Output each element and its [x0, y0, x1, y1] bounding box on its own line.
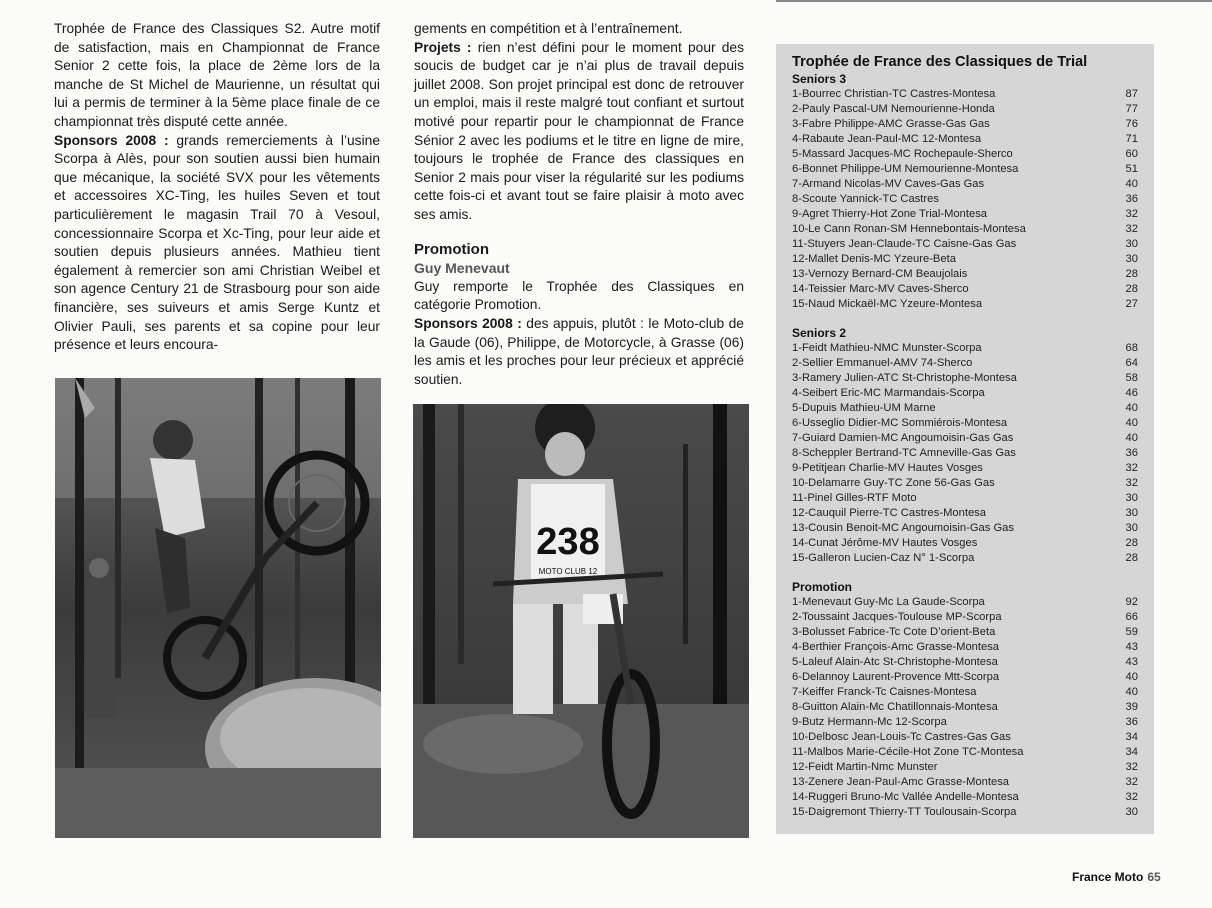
result-row	[792, 655, 1138, 670]
paragraph-promotion: Guy remporte le Trophée des Classiques en catégorie Promotion.	[414, 278, 744, 313]
result-row	[792, 207, 1138, 222]
projets-text: rien n’est défini pour le moment pour des soucis de budget car je n’ai plus de travail depuis juillet 2008. Son projet principal est donc de retrouver un emploi, mais il reste malgré tout confiant et surtout motivé pour repartir pour le championnat de France Sénior 2 avec les podiums et le titre en ligne de mire, toujours le trophée de France des classiques en Senior 2 mais pour viser la régularité sur les podiums cette fois-ci et avant tout se faire plaisir à moto avec ses amis.	[414, 39, 744, 222]
rider-name: 11-Pinel Gilles-RTF Moto	[792, 492, 917, 504]
rider-name: 2-Pauly Pascal-UM Nemourienne-Honda	[792, 103, 995, 115]
paragraph-projets	[414, 39, 744, 225]
result-row	[792, 416, 1138, 431]
result-row	[792, 386, 1138, 401]
results-groups	[792, 71, 1138, 820]
paragraph-sponsors	[54, 132, 380, 355]
rider-points: 36	[1125, 193, 1138, 205]
result-row	[792, 790, 1138, 805]
result-row	[792, 685, 1138, 700]
bib-number: 238	[536, 521, 600, 563]
result-row	[792, 431, 1138, 446]
photo-trial-rider-rock	[55, 378, 381, 838]
rider-name: 5-Massard Jacques-MC Rochepaule-Sherco	[792, 148, 1013, 160]
result-row	[792, 715, 1138, 730]
magazine-brand: France Moto	[1072, 870, 1144, 884]
rider-points: 32	[1125, 477, 1138, 489]
result-row	[792, 192, 1138, 207]
rider-points: 32	[1125, 223, 1138, 235]
rider-name: 7-Keiffer Franck-Tc Caisnes-Montesa	[792, 686, 977, 698]
rider-points: 30	[1125, 806, 1138, 818]
rider-points: 51	[1125, 163, 1138, 175]
photo-illustration-1	[55, 378, 381, 838]
rider-points: 40	[1125, 178, 1138, 190]
rider-points: 40	[1125, 671, 1138, 683]
result-row	[792, 102, 1138, 117]
rider-name: 7-Armand Nicolas-MV Caves-Gas Gas	[792, 178, 985, 190]
rider-name: 9-Petitjean Charlie-MV Hautes Vosges	[792, 462, 983, 474]
result-row	[792, 506, 1138, 521]
article-column-1	[54, 20, 380, 355]
result-row	[792, 87, 1138, 102]
paragraph-intro: Trophée de France des Classiques S2. Autre motif de satisfaction, mais en Championnat de France Senior 2 cette fois, la place de 2ème lors de la manche de St Michel de Maurienne, un résultat qui lui a permis de terminer à la 5ème place finale de ce championnat très disputé cette année.	[54, 21, 380, 129]
rider-points: 66	[1125, 611, 1138, 623]
rider-name: 11-Stuyers Jean-Claude-TC Caisne-Gas Gas	[792, 238, 1017, 250]
result-row	[792, 640, 1138, 655]
rider-points: 40	[1125, 686, 1138, 698]
rider-name: 1-Feidt Mathieu-NMC Munster-Scorpa	[792, 342, 982, 354]
result-row	[792, 267, 1138, 282]
results-group	[792, 325, 1138, 566]
result-row	[792, 536, 1138, 551]
rider-points: 28	[1125, 537, 1138, 549]
result-row	[792, 356, 1138, 371]
rider-name: 5-Laleuf Alain-Atc St-Christophe-Montesa	[792, 656, 998, 668]
article-column-2	[414, 20, 744, 389]
rider-points: 34	[1125, 746, 1138, 758]
rider-points: 30	[1125, 492, 1138, 504]
result-row	[792, 805, 1138, 820]
result-row	[792, 117, 1138, 132]
result-row	[792, 461, 1138, 476]
result-row	[792, 297, 1138, 312]
results-list	[792, 87, 1138, 312]
result-row	[792, 147, 1138, 162]
result-row	[792, 162, 1138, 177]
result-row	[792, 595, 1138, 610]
rider-points: 27	[1125, 298, 1138, 310]
rider-points: 43	[1125, 656, 1138, 668]
rider-points: 34	[1125, 731, 1138, 743]
rider-points: 28	[1125, 268, 1138, 280]
rider-name: 15-Galleron Lucien-Caz N° 1-Scorpa	[792, 552, 975, 564]
rider-name: 6-Bonnet Philippe-UM Nemourienne-Montesa	[792, 163, 1019, 175]
result-row	[792, 745, 1138, 760]
rider-points: 87	[1125, 88, 1138, 100]
rider-name: 12-Feidt Martin-Nmc Munster	[792, 761, 938, 773]
rider-name: 12-Cauquil Pierre-TC Castres-Montesa	[792, 507, 986, 519]
rider-name: 13-Zenere Jean-Paul-Amc Grasse-Montesa	[792, 776, 1010, 788]
rider-name: 3-Bolusset Fabrice-Tc Cote D’orient-Beta	[792, 626, 996, 638]
rider-points: 36	[1125, 447, 1138, 459]
result-row	[792, 282, 1138, 297]
group-heading: Seniors 2	[792, 326, 847, 340]
result-row	[792, 760, 1138, 775]
rider-name: 13-Cousin Benoit-MC Angoumoisin-Gas Gas	[792, 522, 1014, 534]
rider-points: 46	[1125, 387, 1138, 399]
rider-name: 8-Scheppler Bertrand-TC Amneville-Gas Gas	[792, 447, 1016, 459]
sponsors-label-2: Sponsors 2008 :	[414, 315, 522, 331]
rider-points: 92	[1125, 596, 1138, 608]
rider-name: 10-Le Cann Ronan-SM Hennebontais-Montesa	[792, 223, 1026, 235]
result-row	[792, 252, 1138, 267]
result-row	[792, 222, 1138, 237]
projets-label: Projets :	[414, 39, 472, 55]
rider-name: 1-Bourrec Christian-TC Castres-Montesa	[792, 88, 996, 100]
rider-points: 36	[1125, 716, 1138, 728]
rider-name: 3-Ramery Julien-ATC St-Christophe-Montesa	[792, 372, 1017, 384]
rider-points: 32	[1125, 761, 1138, 773]
result-row	[792, 237, 1138, 252]
rider-name: 2-Sellier Emmanuel-AMV 74-Sherco	[792, 357, 973, 369]
rider-points: 32	[1125, 776, 1138, 788]
rider-name: 13-Vernozy Bernard-CM Beaujolais	[792, 268, 968, 280]
rider-points: 32	[1125, 791, 1138, 803]
rider-name: 6-Usseglio Didier-MC Sommiérois-Montesa	[792, 417, 1008, 429]
result-row	[792, 610, 1138, 625]
top-rule	[776, 0, 1212, 2]
rider-name: 5-Dupuis Mathieu-UM Marne	[792, 402, 936, 414]
rider-points: 40	[1125, 402, 1138, 414]
rider-name: 9-Agret Thierry-Hot Zone Trial-Montesa	[792, 208, 988, 220]
rider-name: 7-Guiard Damien-MC Angoumoisin-Gas Gas	[792, 432, 1014, 444]
result-row	[792, 551, 1138, 566]
result-row	[792, 775, 1138, 790]
rider-name: 4-Berthier François-Amc Grasse-Montesa	[792, 641, 1000, 653]
rider-points: 40	[1125, 417, 1138, 429]
rider-name: 6-Delannoy Laurent-Provence Mtt-Scorpa	[792, 671, 1000, 683]
result-row	[792, 476, 1138, 491]
rider-points: 64	[1125, 357, 1138, 369]
results-group	[792, 71, 1138, 312]
rider-points: 71	[1125, 133, 1138, 145]
rider-points: 30	[1125, 253, 1138, 265]
rider-points: 32	[1125, 462, 1138, 474]
rider-name: 12-Mallet Denis-MC Yzeure-Beta	[792, 253, 956, 265]
rider-name: 4-Rabaute Jean-Paul-MC 12-Montesa	[792, 133, 982, 145]
results-title: Trophée de France des Classiques de Trial	[792, 54, 1088, 70]
rider-name: 15-Daigremont Thierry-TT Toulousain-Scorpa	[792, 806, 1017, 818]
rider-name: 8-Guitton Alain-Mc Chatillonnais-Montesa	[792, 701, 998, 713]
page-footer	[1072, 870, 1161, 884]
rider-points: 68	[1125, 342, 1138, 354]
result-row	[792, 700, 1138, 715]
result-row	[792, 341, 1138, 356]
rider-name: 11-Malbos Marie-Cécile-Hot Zone TC-Montesa	[792, 746, 1024, 758]
rider-points: 76	[1125, 118, 1138, 130]
rider-points: 39	[1125, 701, 1138, 713]
sponsors-text-2: des appuis, plutôt : le Moto-club de la Gaude (06), Philippe, de Motorcycle, à Grasse (06) les amis et les proches pour leur précieux et apprécié soutien.	[414, 315, 744, 387]
result-row	[792, 371, 1138, 386]
rider-name: 9-Butz Hermann-Mc 12-Scorpa	[792, 716, 947, 728]
result-row	[792, 521, 1138, 536]
rider-name: 8-Scoute Yannick-TC Castres	[792, 193, 939, 205]
rider-name: 3-Fabre Philippe-AMC Grasse-Gas Gas	[792, 118, 990, 130]
group-heading: Promotion	[792, 580, 852, 594]
results-panel	[776, 44, 1154, 834]
rider-points: 28	[1125, 552, 1138, 564]
rider-points: 30	[1125, 522, 1138, 534]
result-row	[792, 446, 1138, 461]
rider-name: 14-Ruggeri Bruno-Mc Vallée Andelle-Montesa	[792, 791, 1019, 803]
result-row	[792, 491, 1138, 506]
result-row	[792, 401, 1138, 416]
rider-name: 15-Naud Mickaël-MC Yzeure-Montesa	[792, 298, 983, 310]
paragraph-sponsors-2	[414, 315, 744, 389]
rider-points: 32	[1125, 208, 1138, 220]
rider-name: 4-Seibert Eric-MC Marmandais-Scorpa	[792, 387, 985, 399]
rider-points: 30	[1125, 507, 1138, 519]
rider-name: 14-Cunat Jérôme-MV Hautes Vosges	[792, 537, 978, 549]
bib-club: MOTO CLUB 12	[538, 567, 598, 576]
rider-points: 40	[1125, 432, 1138, 444]
results-list	[792, 341, 1138, 566]
photo-illustration-2	[413, 404, 749, 838]
group-heading: Seniors 3	[792, 72, 847, 86]
result-row	[792, 132, 1138, 147]
results-list	[792, 595, 1138, 820]
rider-name: 2-Toussaint Jacques-Toulouse MP-Scorpa	[792, 611, 1002, 623]
photo-rider-238	[413, 404, 749, 838]
sponsors-text: grands remerciements à l’usine Scorpa à Alès, pour son soutien aussi bien humain que mécanique, la société SVX pour les vêtements et accessoires XC-Ting, les huiles Seven et tout particulièrement le magasin Trail 70 à Vesoul, concessionnaire Scorpa et Xc-Ting, pour leur aide et soutien depuis plusieurs années. Mathieu tient également à remercier son ami Christian Weibel et son agence Century 21 de Strasbourg pour son aide financière, ses suiveurs et amis Serge Kuntz et Olivier Pauli, ses parents et sa copine pour leur présence et leurs encoura-	[54, 132, 380, 353]
rider-points: 43	[1125, 641, 1138, 653]
rider-name: 10-Delamarre Guy-TC Zone 56-Gas Gas	[792, 477, 995, 489]
paragraph-continuation: gements en compétition et à l’entraînement.	[414, 21, 683, 36]
rider-points: 59	[1125, 626, 1138, 638]
rider-name: 1-Menevaut Guy-Mc La Gaude-Scorpa	[792, 596, 985, 608]
rider-points: 28	[1125, 283, 1138, 295]
rider-points: 58	[1125, 372, 1138, 384]
page-number: 65	[1147, 870, 1161, 884]
sponsors-label: Sponsors 2008 :	[54, 132, 169, 148]
rider-points: 60	[1125, 148, 1138, 160]
result-row	[792, 625, 1138, 640]
result-row	[792, 177, 1138, 192]
rider-name: 14-Teissier Marc-MV Caves-Sherco	[792, 283, 969, 295]
promotion-subheading: Guy Menevaut	[414, 260, 510, 277]
result-row	[792, 670, 1138, 685]
rider-points: 77	[1125, 103, 1138, 115]
results-group	[792, 579, 1138, 820]
rider-name: 10-Delbosc Jean-Louis-Tc Castres-Gas Gas	[792, 731, 1011, 743]
rider-points: 30	[1125, 238, 1138, 250]
promotion-heading: Promotion	[414, 240, 489, 258]
result-row	[792, 730, 1138, 745]
